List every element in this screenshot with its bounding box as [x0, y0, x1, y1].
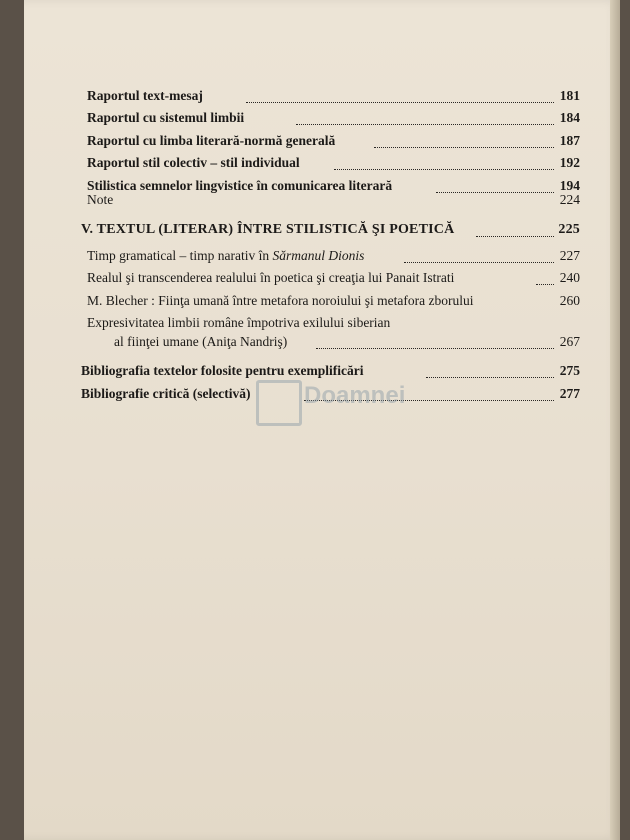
toc-entry-title: Expresivitatea limbii române împotriva exilului siberian — [87, 315, 391, 330]
toc-entry-title: M. Blecher : Fiinţa umană între metafora noroiului şi metafora zborului — [87, 293, 474, 308]
toc-leader — [476, 235, 554, 237]
toc-entry-page: 277 — [559, 386, 580, 401]
toc-entry-title-text: Timp gramatical – timp narativ în — [87, 248, 273, 263]
toc-entry-title — [87, 248, 364, 264]
toc-entry-page: 184 — [559, 110, 580, 125]
toc-entry-page: 275 — [559, 363, 580, 378]
toc-entry-page: 224 — [559, 192, 580, 207]
toc-entry-title: Note — [87, 192, 114, 207]
toc-section-title: V. TEXTUL (LITERAR) ÎNTRE STILISTICĂ ŞI POETICĂ — [81, 222, 455, 237]
toc-entry-page: 181 — [559, 88, 580, 103]
book-page — [24, 0, 620, 840]
toc-entry-title-line2: al fiinţei umane (Aniţa Nandriş) — [114, 334, 288, 349]
toc-entry-title-italic: Sărmanul Dionis — [272, 248, 365, 263]
toc-entry-title: Bibliografie critică (selectivă) — [81, 386, 251, 401]
watermark-text: Doamnei — [304, 382, 406, 409]
toc-entry-page: 260 — [559, 293, 580, 308]
toc-leader — [246, 101, 554, 103]
toc-leader — [296, 123, 554, 125]
watermark-logo — [256, 376, 416, 424]
toc-entry-page: 227 — [559, 248, 580, 263]
toc-leader — [334, 168, 554, 170]
toc-leader — [316, 347, 554, 349]
toc-entry-page: 225 — [558, 222, 580, 237]
toc-leader — [436, 191, 554, 193]
toc-entry-page: 192 — [559, 155, 580, 170]
book-icon — [256, 380, 302, 426]
toc-entry-title: Bibliografia textelor folosite pentru exemplificări — [81, 363, 364, 378]
toc-leader — [404, 261, 554, 263]
toc-entry-title: Raportul cu sistemul limbii — [87, 110, 245, 125]
toc-entry-page: 194 — [559, 178, 580, 193]
toc-entry-title: Stilistica semnelor lingvistice în comunicarea literară — [87, 178, 393, 193]
table-of-contents — [24, 0, 620, 840]
toc-entry-title: Realul şi transcenderea realului în poetica şi creaţia lui Panait Istrati — [87, 270, 455, 285]
toc-entry-page: 187 — [559, 133, 580, 148]
toc-leader — [374, 146, 554, 148]
toc-leader — [536, 283, 554, 285]
toc-entry-title: Raportul cu limba literară-normă generală — [87, 133, 336, 148]
toc-entry-page: 267 — [559, 334, 580, 349]
toc-leader — [426, 376, 554, 378]
toc-entry-title: Raportul stil colectiv – stil individual — [87, 155, 300, 170]
toc-entry-page: 240 — [559, 270, 580, 285]
toc-entry-title: Raportul text-mesaj — [87, 88, 203, 103]
